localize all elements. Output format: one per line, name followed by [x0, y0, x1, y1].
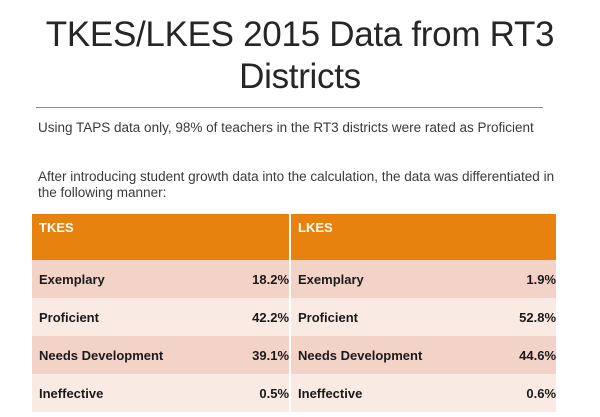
lkes-rating-label: Ineffective	[290, 374, 455, 412]
tkes-rating-label: Proficient	[32, 298, 187, 336]
lkes-header: LKES	[290, 214, 556, 260]
tkes-rating-label: Needs Development	[32, 336, 187, 374]
tkes-rating-value: 42.2%	[187, 298, 290, 336]
lkes-rating-label: Exemplary	[290, 260, 455, 298]
lkes-rating-value: 0.6%	[455, 374, 556, 412]
table-row	[32, 336, 556, 374]
tkes-rating-value: 39.1%	[187, 336, 290, 374]
intro-paragraph: Using TAPS data only, 98% of teachers in the RT3 districts were rated as Proficient	[38, 120, 534, 135]
ratings-table	[32, 214, 556, 412]
table-row	[32, 298, 556, 336]
table-row	[32, 260, 556, 298]
lkes-rating-value: 52.8%	[455, 298, 556, 336]
tkes-rating-label: Exemplary	[32, 260, 187, 298]
lkes-rating-value: 1.9%	[455, 260, 556, 298]
table-header-row	[32, 214, 556, 260]
tkes-header: TKES	[32, 214, 290, 260]
table-row	[32, 374, 556, 412]
slide-title	[0, 14, 600, 98]
tkes-rating-label: Ineffective	[32, 374, 187, 412]
tkes-rating-value: 0.5%	[187, 374, 290, 412]
slide-title-line-2: Districts	[239, 57, 361, 96]
lkes-rating-label: Needs Development	[290, 336, 455, 374]
growth-paragraph: After introducing student growth data into the calculation, the data was differentiated in the following manner:	[38, 169, 555, 200]
lkes-rating-value: 44.6%	[455, 336, 556, 374]
title-divider	[36, 107, 543, 108]
lkes-rating-label: Proficient	[290, 298, 455, 336]
tkes-rating-value: 18.2%	[187, 260, 290, 298]
slide-title-line-1: TKES/LKES 2015 Data from RT3	[45, 15, 555, 54]
